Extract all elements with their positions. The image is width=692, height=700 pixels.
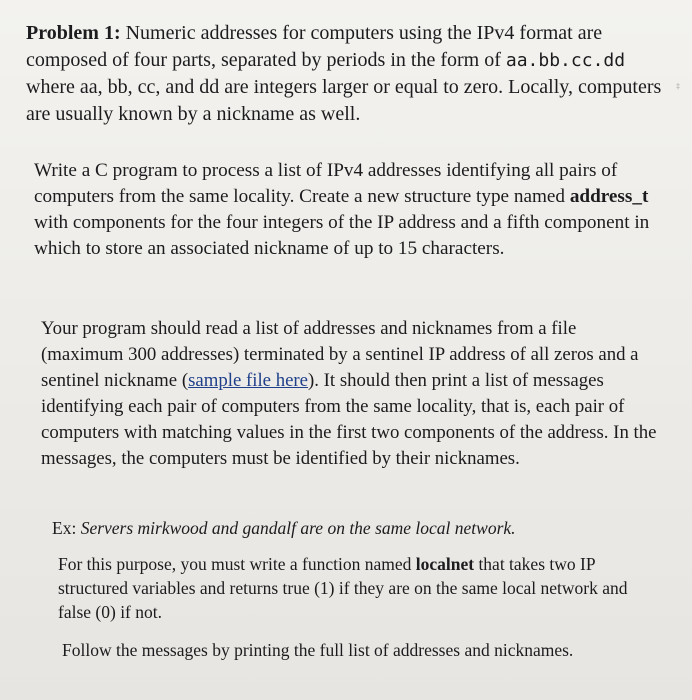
function-text-1: For this purpose, you must write a function named xyxy=(58,554,416,574)
task-paragraph xyxy=(34,158,674,262)
closing-text: Follow the messages by printing the full list of addresses and nicknames. xyxy=(62,640,574,660)
example-paragraph xyxy=(52,515,652,541)
problem-heading: Problem 1: xyxy=(26,22,121,44)
closing-paragraph xyxy=(62,638,662,662)
address-format: aa.bb.cc.dd xyxy=(505,49,626,71)
input-paragraph xyxy=(41,316,661,472)
function-paragraph xyxy=(58,552,658,624)
task-text-1: Write a C program to process a list of IPv4 addresses identifying all pairs of computers from the same locality. Create a new structure type named xyxy=(34,160,618,207)
function-text-2: that takes two IP structured variables and returns true (1) if they are on the same local network and false (0) if not. xyxy=(58,554,628,622)
struct-type-name: address_t xyxy=(569,186,649,207)
example-message: Servers mirkwood and gandalf are on the same local network. xyxy=(80,518,516,538)
problem-intro-paragraph xyxy=(26,20,666,127)
intro-text-1: Numeric addresses for computers using the IPv4 format are composed of four parts, separated by periods in the form of xyxy=(26,22,603,71)
function-name: localnet xyxy=(415,554,475,574)
margin-mark: ‡ xyxy=(676,82,680,91)
example-prefix: Ex: xyxy=(52,518,81,538)
input-text-1: Your program should read a list of addresses and nicknames from a file (maximum 300 addresses) terminated by a sentinel IP address of all zeros and a sentinel nickname ( xyxy=(41,318,639,391)
sample-file-link[interactable]: sample file here xyxy=(188,370,309,391)
input-text-2: ). It should then print a list of messages identifying each pair of computers from the same locality, that is, each pair of computers with matching values in the first two components of the address. In the messages, the computers must be identified by their nicknames. xyxy=(41,370,657,469)
task-text-2: with components for the four integers of the IP address and a fifth component in which to store an associated nickname of up to 15 characters. xyxy=(34,212,650,259)
intro-text-2: where aa, bb, cc, and dd are integers larger or equal to zero. Locally, computers are usually known by a nickname as well. xyxy=(26,76,662,125)
